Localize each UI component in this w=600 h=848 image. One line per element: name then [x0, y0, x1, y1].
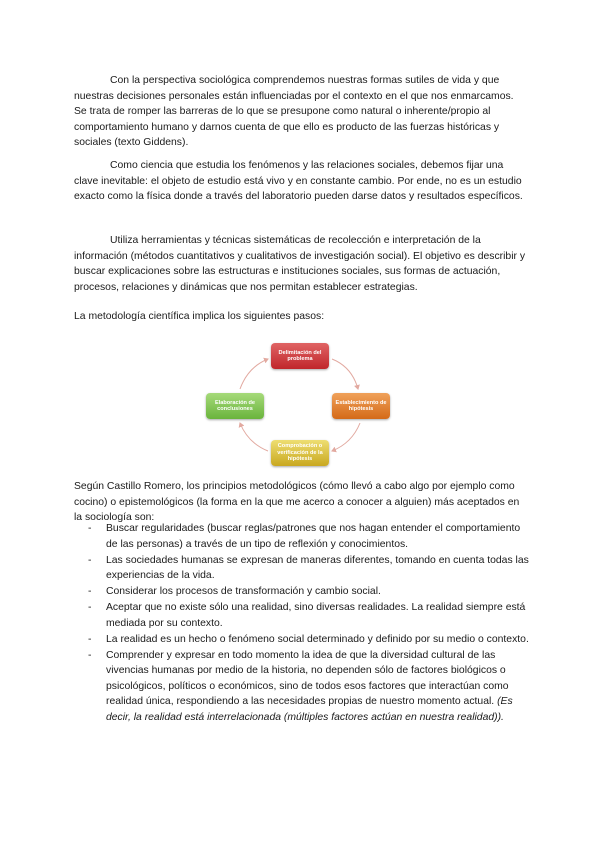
- paragraph-text: Con la perspectiva sociológica comprendemos nuestras formas sutiles de vida y que nuestras decisiones personales están influenciadas por el contexto en el que nos enmarcamos. Se trata de romper las barreras de lo que se presupone como natural o inherente/propio al comportamiento humano y darnos cuenta de que ello es producto de las fuerzas históricas y sociales (texto Giddens).: [74, 75, 514, 148]
- step-hypothesis: Establecimiento de hipótesis: [332, 393, 390, 419]
- list-item: [88, 632, 533, 648]
- list-item-text: La realidad es un hecho o fenómeno social determinado y definido por su medio o contexto.: [106, 633, 529, 645]
- list-item-text: Las sociedades humanas se expresan de maneras diferentes, tomando en cuenta todas las experiencias de la vida.: [106, 554, 529, 581]
- paragraph-sociological-perspective: [74, 73, 529, 151]
- paragraph-text: Utiliza herramientas y técnicas sistemáticas de recolección e interpretación de la información (métodos cuantitativos y cualitativos de investigación social). El objetivo es describir y buscar explicaciones sobre las estructuras e instituciones sociales, sus formas de actuación, procesos, relaciones y dinámicas que nos permitan establecer estrategias.: [74, 235, 526, 293]
- list-item-text: Aceptar que no existe sólo una realidad, sino diversas realidades. La realidad siempre está mediada por su contexto.: [106, 602, 526, 629]
- list-item-text: Considerar los procesos de transformación y cambio social.: [106, 586, 381, 597]
- paragraph-science-definition: [74, 158, 529, 205]
- list-dash: -: [88, 602, 92, 613]
- list-dash: -: [88, 649, 92, 661]
- list-dash: -: [88, 633, 92, 645]
- principles-list: [88, 521, 533, 726]
- list-item-text: Buscar regularidades (buscar reglas/patrones que nos hagan entender el comportamiento de las personas) a través de un tipo de reflexión y conocimientos.: [106, 523, 521, 550]
- step-conclusions: Elaboración de conclusiones: [206, 393, 264, 419]
- paragraph-tools-techniques: [74, 233, 529, 295]
- list-item: [88, 521, 533, 552]
- arrow-top-to-right: [332, 359, 358, 389]
- list-item: [88, 648, 533, 726]
- arrow-right-to-bottom: [332, 423, 360, 451]
- list-dash: -: [88, 523, 92, 534]
- list-item: [88, 553, 533, 584]
- list-item: [88, 600, 533, 631]
- paragraph-methodology-intro: La metodología científica implica los siguientes pasos:: [74, 311, 325, 322]
- list-item-text: Comprender y expresar en todo momento la idea de que la diversidad cultural de las vivencias humanas por medio de la historia, no dependen sólo de factores biológicos o psicológicos, políticos o económicos, sino de todos esos factores que interactúan como realidad única, respondiendo a las necesidades propias de nuestro momento actual.: [106, 649, 509, 707]
- list-item: [88, 584, 533, 600]
- scientific-method-cycle-diagram: [200, 337, 400, 473]
- paragraph-castillo-romero: Según Castillo Romero, los principios metodológicos (cómo llevó a cabo algo por ejemplo como cocino) o epistemológicos (la forma en la que me acerco a conocer a alguien) más aceptados en la sociología son:: [74, 481, 520, 523]
- step-problem-definition: Delimitación del problema: [271, 343, 329, 369]
- list-item-note: (Es decir, la realidad está interrelacionada (múltiples factores actúan en nuestra realidad)).: [106, 696, 513, 723]
- step-verification: Comprobación o verificación de la hipótesis: [271, 440, 329, 466]
- list-dash: -: [88, 554, 92, 566]
- list-dash: -: [88, 586, 92, 597]
- paragraph-text: Como ciencia que estudia los fenómenos y las relaciones sociales, debemos fijar una clave inevitable: el objeto de estudio está vivo y en constante cambio. Por ende, no es un estudio exacto como la física donde a través del laboratorio pueden darse datos y resultados específicos.: [74, 160, 523, 202]
- arrow-left-to-top: [240, 359, 268, 389]
- arrow-bottom-to-left: [240, 423, 268, 451]
